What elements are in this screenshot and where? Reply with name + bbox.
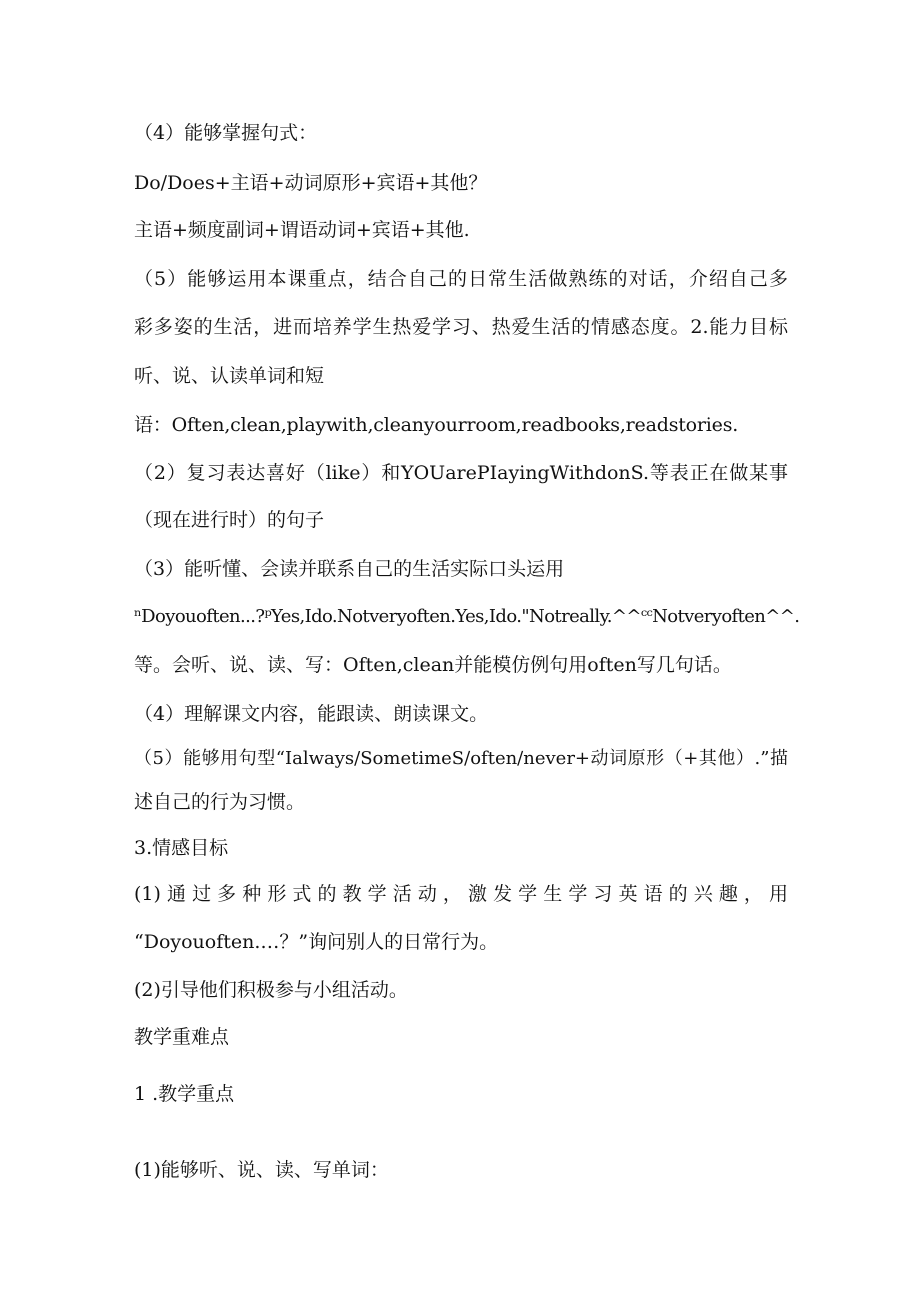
- text-line-5: 彩多姿的生活，进而培养学生热爱学习、热爱生活的情感态度。2.能力目标: [134, 316, 788, 338]
- text-line-13: （4）理解课文内容，能跟读、朗读课文。: [134, 703, 489, 725]
- text-line-14: （5）能够用句型“Ialways/SometimeS∕often∕never+动词原形（+其他）.”描: [134, 748, 788, 769]
- text-line-1: （4）能够掌握句式：: [134, 122, 318, 144]
- text-line-8: （2）复习表达喜好（like）和YOUarePIayingWithdonS.等表正在做某事: [134, 462, 788, 484]
- text-line-17: (1)通过多种形式的教学活动，激发学生学习英语的兴趣，用: [134, 883, 788, 905]
- section-heading: 教学重难点: [134, 1026, 230, 1048]
- text-line-12: 等。会听、说、读、写：Often,clean并能模仿例句用often写几句话。: [134, 654, 732, 676]
- text-line-3: 主语+频度副词+谓语动词+宾语+其他.: [134, 219, 470, 241]
- text-line-15: 述自己的行为习惯。: [134, 791, 306, 813]
- text-line-18: “Doyouoften.…？”询问别人的日常行为。: [134, 931, 499, 953]
- text-line-19: (2)引导他们积极参与小组活动。: [134, 979, 408, 1001]
- text-line-7: 语：Often,clean,playwith,cleanyourroom,readbooks,readstories.: [134, 414, 739, 436]
- text-line-11: ⁿDoyouoften...?ᵖYes,Ido.Notveryoften.Yes,Ido."Notreally.^^ᶜᶜNotveryoften^^.: [134, 606, 800, 627]
- text-line-16: 3.情感目标: [134, 837, 229, 859]
- subsection-heading: 1 .教学重点: [134, 1083, 235, 1105]
- text-line-10: （3）能听懂、会读并联系自己的生活实际口头运用: [134, 558, 565, 580]
- text-line-6: 听、说、认读单词和短: [134, 365, 325, 387]
- text-line-4: （5）能够运用本课重点，结合自己的日常生活做熟练的对话，介绍自己多: [134, 268, 788, 290]
- text-line-9: （现在进行时）的句子: [134, 509, 325, 531]
- text-line-22: (1)能够听、说、读、写单词：: [134, 1159, 389, 1181]
- text-line-2: Do∕Does+主语+动词原形+宾语+其他？: [134, 172, 488, 194]
